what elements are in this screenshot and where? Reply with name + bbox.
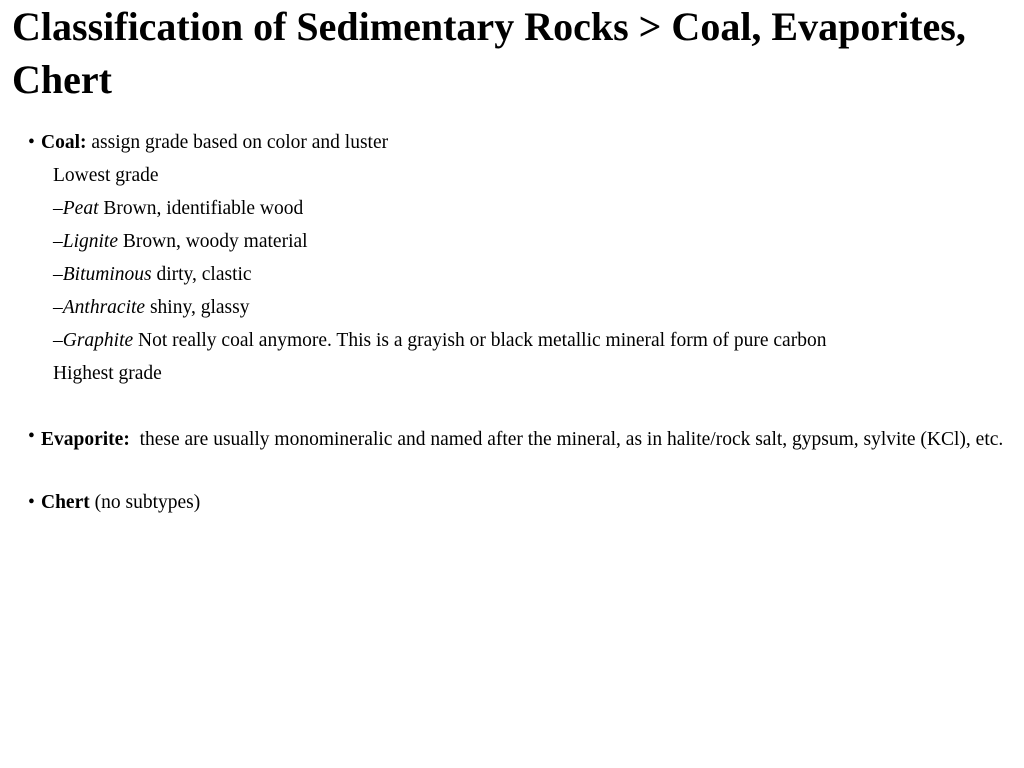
coal-text: assign grade based on color and luster (91, 132, 389, 153)
grade-term: Anthracite (62, 297, 146, 318)
grade-item-peat (0, 192, 1024, 225)
chert-text: (no subtypes) (94, 492, 201, 513)
coal-bullet (0, 126, 1024, 159)
grade-item-bituminous (0, 258, 1024, 291)
dash: – (53, 330, 63, 351)
evaporite-text: these are usually monomineralic and named after the mineral, as in halite/rock salt, gypsum, sylvite (KCl), etc. (139, 429, 1004, 450)
spacer (0, 390, 1024, 423)
grade-term: Graphite (62, 330, 134, 351)
grade-item-lignite (0, 225, 1024, 258)
dash: – (53, 198, 63, 219)
grade-desc: Not really coal anymore. This is a grayish or black metallic mineral form of pure carbon (138, 330, 827, 351)
evaporite-label: Evaporite: (41, 429, 130, 450)
lowest-grade-note: Lowest grade (53, 165, 159, 186)
dash: – (53, 297, 63, 318)
bullet-marker: • (28, 132, 35, 153)
spacer (0, 453, 1024, 486)
grade-desc: dirty, clastic (156, 264, 252, 285)
grade-term: Lignite (62, 231, 119, 252)
slide-content (0, 126, 1024, 519)
chert-label: Chert (41, 492, 90, 513)
grade-desc: Brown, woody material (122, 231, 308, 252)
bullet-marker: • (28, 426, 35, 447)
grade-item-graphite (0, 324, 1024, 357)
chert-bullet (0, 486, 1024, 519)
grade-desc: Brown, identifiable wood (103, 198, 304, 219)
dash: – (53, 231, 63, 252)
grade-desc: shiny, glassy (149, 297, 250, 318)
slide-title: Classification of Sedimentary Rocks > Coal, Evaporites, Chert (12, 4, 966, 102)
bullet-marker: • (28, 492, 35, 513)
grade-term: Bituminous (62, 264, 152, 285)
grade-term: Peat (62, 198, 99, 219)
evaporite-bullet (0, 423, 1024, 453)
grade-item-anthracite (0, 291, 1024, 324)
dash: – (53, 264, 63, 285)
highest-grade-note: Highest grade (53, 363, 162, 384)
coal-label: Coal: (41, 132, 87, 153)
